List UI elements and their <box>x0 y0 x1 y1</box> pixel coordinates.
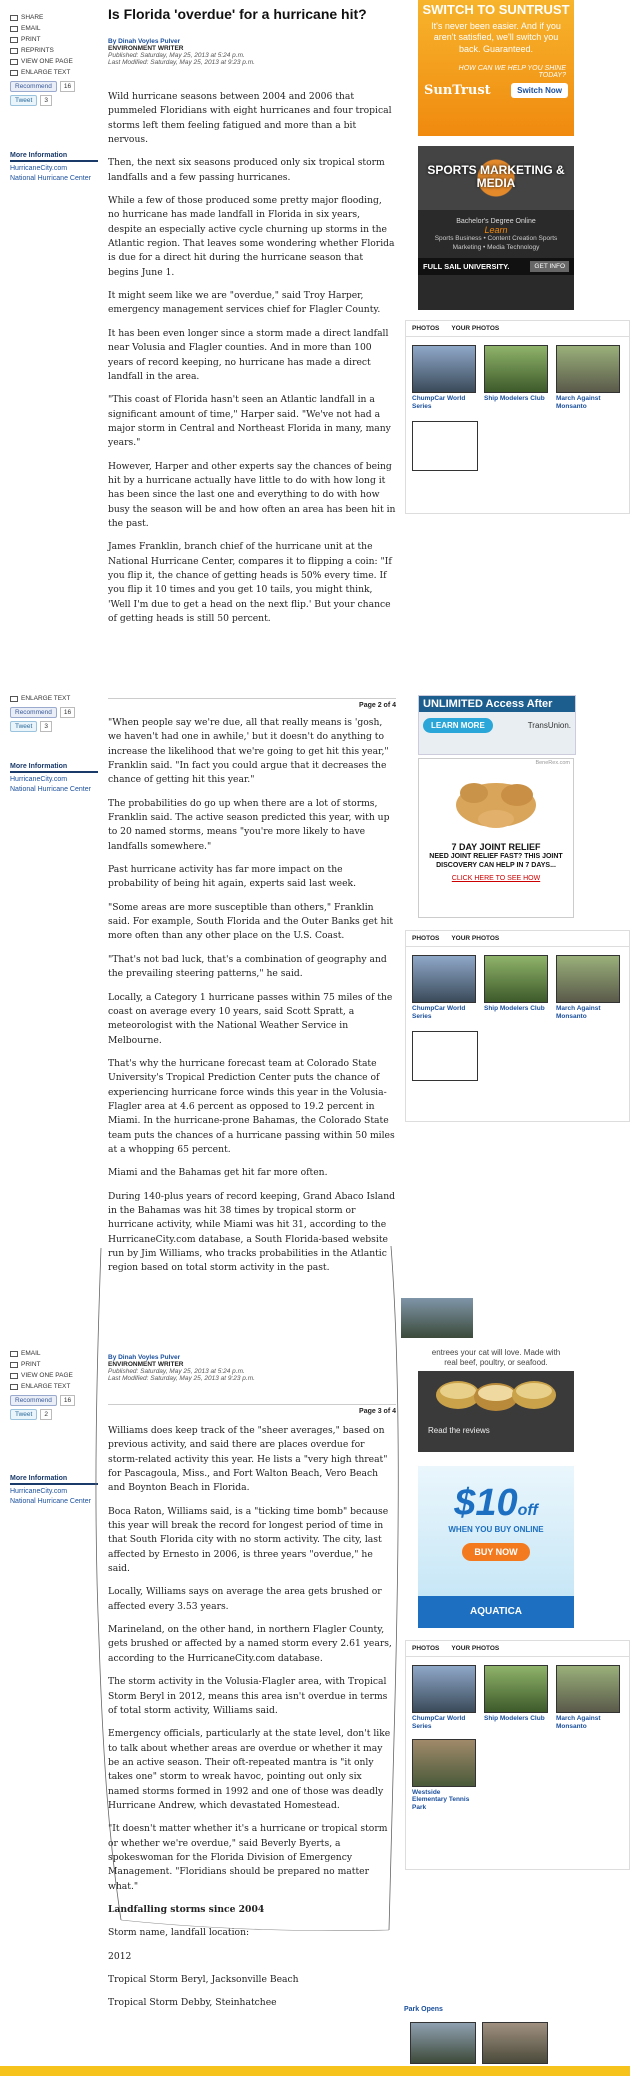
text-size-icon <box>10 696 18 702</box>
email-button[interactable]: EMAIL <box>10 23 96 34</box>
photos-widget <box>405 320 630 514</box>
article-tools-2 <box>10 693 96 732</box>
photo-thumbnail[interactable] <box>484 1665 548 1713</box>
photo-item[interactable]: March Against Monsanto <box>556 345 620 411</box>
photo-item[interactable]: Ship Modelers Club <box>484 345 548 411</box>
photos-widget-2 <box>405 930 630 1122</box>
reprints-icon <box>10 48 18 54</box>
joint-relief-ad[interactable]: BeneRex.com 7 DAY JOINT RELIEF NEED JOINT RELIEF FAST? THIS JOINT DISCOVERY CAN HELP IN 7 DAYS... CLICK HERE TO SEE HOW <box>418 758 574 918</box>
click-here-link[interactable]: CLICK HERE TO SEE HOW <box>451 874 541 882</box>
more-info-box: More Information HurricaneCity.com National Hurricane Center <box>10 152 98 182</box>
photo-thumbnail[interactable] <box>412 955 476 1003</box>
tab-photos[interactable]: PHOTOS <box>412 1645 440 1652</box>
photo-item[interactable]: ChumpCar World Series <box>412 345 476 411</box>
ginger-image <box>419 767 573 837</box>
photo-thumbnail[interactable] <box>484 345 548 393</box>
article-body-page-2: "When people say we're due, all that really means is 'gosh, we haven't had one in awhile,' but it doesn't do anything to increase the likelihood that we're going to get hit this year," Franklin said. "In fact you could argue that it decreases the chance of getting hit this year." The probabilities do go up when there are a lot of storms, Franklin said. The active season predicted this year, with up to 20 named storms, means "you're more likely to have landfalls somewhere." Past hurricane activity has far more impact on the probability of being hit again, experts said last week. "Some areas are more susceptible than others," Franklin said. For example, South Florida and the Outer Banks get hit more often than any other place on the U.S. Coast. "That's not bad luck, that's a combination of geography and the prevailing steering patterns," he said. Locally, a Category 1 hurricane passes within 75 miles of the coast on average every 10 years, said Scott Spratt, a meteorologist with the National Weather Service in Melbourne. That's why the hurricane forecast team at Colorado State University's Tropical Prediction Center puts the chance of experiencing hurricane force winds this year in the Volusia-Flagler area at 4.6 percent as opposed to 19.2 percent in Miami. In the hurricane-prone Bahamas, the Colorado State team puts the chances of a hurricane passing within 50 miles at a whopping 65 percent. Miami and the Bahamas get hit far more often. During 140-plus years of record keeping, Grand Abaco Island in the Bahamas was hit 38 times by tropical storm or hurricane activity, while Miami was hit 31, according to the HurricaneCity.com database, a South Florida-based website run by Jim Williams, who tracks probabilities in the Atlantic region based on total storm activity in the past. <box>108 717 396 1274</box>
page-icon <box>10 1373 18 1379</box>
text-size-icon <box>10 1384 18 1390</box>
enlarge-text-button[interactable]: ENLARGE TEXT <box>10 693 96 704</box>
byline: By Dinah Voyles Pulver ENVIRONMENT WRITER Published: Saturday, May 25, 2013 at 5:24 p.m. Last Modified: Saturday, May 25, 2013 at 9:23 p.m. <box>108 38 396 66</box>
print-icon <box>10 1362 18 1368</box>
tweet-widget[interactable]: Tweet 3 <box>10 721 96 732</box>
photo-item[interactable]: ChumpCar World Series <box>412 955 476 1021</box>
photo-thumbnail[interactable] <box>410 2022 476 2064</box>
cat-food-cans-image <box>418 1371 574 1417</box>
photo-thumbnail[interactable] <box>412 1739 476 1787</box>
facebook-recommend[interactable]: Recommend 16 <box>10 81 96 92</box>
author-link[interactable]: By Dinah Voyles Pulver <box>108 38 181 45</box>
enlarge-text-button[interactable]: ENLARGE TEXT <box>10 1381 96 1392</box>
park-opens-link[interactable]: Park Opens <box>404 2006 443 2013</box>
page-indicator-3: Page 3 of 4 <box>108 1404 396 1415</box>
photo-thumbnail[interactable] <box>556 345 620 393</box>
subhead: Landfalling storms since 2004 <box>108 1903 265 1915</box>
photo-item[interactable]: March Against Monsanto <box>556 1665 620 1731</box>
share-button[interactable]: SHARE <box>10 12 96 23</box>
suntrust-logo: SunTrust <box>424 82 491 98</box>
print-button[interactable]: PRINT <box>10 1359 96 1370</box>
text-size-icon <box>10 70 18 76</box>
email-icon <box>10 1351 18 1357</box>
article-body-page-1: Wild hurricane seasons between 2004 and 2006 that pummeled Floridians with eight hurricanes and four tropical storms left them feeling fatigued and more than a bit nervous. Then, the next six seasons produced only six tropical storm landfalls and a few passing hurricanes. While a few of those produced some pretty major flooding, no hurricane has made landfall in Florida in six years, despite an especially active cycle churning up storms in the Atlantic region. That leaves some wondering whether Florida is due for a direct hit during the hurricane season that begins June 1. It might seem like we are "overdue," said Troy Harper, emergency management services chief for Flagler County. It has been even longer since a storm made a direct landfall near Volusia and Flagler counties. And in more than 100 years of record keeping, no hurricane has made a direct landfall in the area. "This coast of Florida hasn't seen an Atlantic landfall in a significant amount of time," Harper said. "We've not had a major storm in Central and Northeast Florida in many, many years." However, Harper and other experts say the chances of being hit by a hurricane actually have little to do with how long it has been since the last one and everything to do with how busy the season will be and how often an area has been hit in the past. James Franklin, branch chief of the hurricane unit at the National Hurricane Center, compares it to flipping a coin: "If you flip it, the chance of getting heads is 50% every time. If you flip it 10 times and you get 10 tails, you might think, 'Well I'm due to get a head on the next flip.' But your chance of getting heads is still 50 percent. <box>108 91 396 624</box>
link-hurricanecity[interactable]: HurricaneCity.com <box>10 776 68 783</box>
article-title: Is Florida 'overdue' for a hurricane hit? <box>108 6 367 22</box>
share-icon <box>10 15 18 21</box>
tab-your-photos[interactable]: YOUR PHOTOS <box>451 1645 500 1652</box>
print-icon <box>10 37 18 43</box>
facebook-recommend[interactable]: Recommend 16 <box>10 1395 96 1406</box>
full-sail-ad[interactable]: SPORTS MARKETING & MEDIA Bachelor's Degree Online Learn Sports Business • Content Creation Sports Marketing • Media Technology FULL SAIL UNIVERSITY. GET INFO <box>418 146 574 310</box>
bottom-bar <box>0 2066 630 2076</box>
tab-photos[interactable]: PHOTOS <box>412 325 440 332</box>
link-nhc[interactable]: National Hurricane Center <box>10 175 91 182</box>
photo-thumbnail[interactable] <box>556 1665 620 1713</box>
print-button[interactable]: PRINT <box>10 34 96 45</box>
page-indicator-2: Page 2 of 4 <box>108 698 396 709</box>
link-hurricanecity[interactable]: HurricaneCity.com <box>10 1488 68 1495</box>
article-tools <box>10 12 96 106</box>
email-button[interactable]: EMAIL <box>10 1348 96 1359</box>
get-info-button[interactable]: GET INFO <box>530 261 569 272</box>
enlarge-text-button[interactable]: ENLARGE TEXT <box>10 67 96 78</box>
facebook-recommend[interactable]: Recommend 16 <box>10 707 96 718</box>
photo-thumbnail[interactable] <box>484 955 548 1003</box>
suntrust-ad[interactable]: SWITCH TO SUNTRUST It's never been easier. And if you aren't satisfied, we'll switch you back. Guaranteed. HOW CAN WE HELP YOU SHINE TODAY? SunTrust Switch Now <box>418 0 574 136</box>
article-body-page-3: Williams does keep track of the "sheer averages," based on previous activity, and said there are places overdue for storm-related activity this year. He lists a "very high threat" for Pascagoula, Miss., and Fort Walton Beach, Vero Beach and Boynton Beach in Florida. Boca Raton, Williams said, is a "ticking time bomb" because this year will break the record for longest period of time in that South Florida city with no storm activity. The city, last affected by Ernesto in 2006, is three years "overdue," he said. Locally, Williams says on average the area gets brushed or affected every 3.53 years. Marineland, on the other hand, in northern Flagler County, gets brushed or affected by a named storm every 2.61 years, according to the HurricaneCity.com database. The storm activity in the Volusia-Flagler area, with Tropical Storm Beryl in 2012, means this area isn't overdue in terms of total storm activity, Williams said. Emergency officials, particularly at the state level, don't like to talk about whether areas are overdue or whether it may be an active season. Their oft-repeated mantra is "it only takes one" storm to wreak havoc, pointing out only six named storms formed in 1992 and one of those was deadly Hurricane Andrew, which devastated Homestead. "It doesn't matter whether it's a hurricane or tropical storm or whether we're overdue," said Beverly Byerts, a spokeswoman for the Florida Division of Emergency Management. "Floridians should be prepared no matter what." Landfalling storms since 2004 Storm name, landfall location: 2012 Tropical Storm Beryl, Jacksonville Beach Tropical Storm Debby, Steinhatchee <box>108 1424 396 2020</box>
view-one-page-button[interactable]: VIEW ONE PAGE <box>10 56 96 67</box>
link-hurricanecity[interactable]: HurricaneCity.com <box>10 165 68 172</box>
buy-now-button[interactable]: BUY NOW <box>462 1543 529 1561</box>
switch-now-button[interactable]: Switch Now <box>511 83 568 98</box>
photo-thumbnail[interactable] <box>482 2022 548 2064</box>
link-nhc[interactable]: National Hurricane Center <box>10 786 91 793</box>
photo-placeholder <box>412 421 478 471</box>
tab-your-photos[interactable]: YOUR PHOTOS <box>451 935 500 942</box>
tweet-widget[interactable]: Tweet 2 <box>10 1409 96 1420</box>
photo-item[interactable]: ChumpCar World Series <box>412 1665 476 1731</box>
cat-food-ad[interactable]: entrees your cat will love. Made with real beef, poultry, or seafood. Read the reviews <box>418 1346 574 1452</box>
photo-item[interactable]: Westside Elementary Tennis Park <box>412 1739 476 1812</box>
more-info-box-3: More Information HurricaneCity.com National Hurricane Center <box>10 1475 98 1505</box>
photo-item[interactable]: Ship Modelers Club <box>484 1665 548 1731</box>
learn-more-button[interactable]: LEARN MORE <box>423 718 493 733</box>
photos-widget-3 <box>405 1640 630 1870</box>
view-one-page-button[interactable]: VIEW ONE PAGE <box>10 1370 96 1381</box>
reprints-button[interactable]: REPRINTS <box>10 45 96 56</box>
photo-item[interactable]: Ship Modelers Club <box>484 955 548 1021</box>
photo-placeholder <box>412 1031 478 1081</box>
photo-item[interactable]: March Against Monsanto <box>556 955 620 1021</box>
transunion-ad[interactable]: UNLIMITED Access After LEARN MORE TransUnion. <box>418 695 576 755</box>
photo-thumbnail[interactable] <box>556 955 620 1003</box>
byline-2: By Dinah Voyles Pulver ENVIRONMENT WRITER Published: Saturday, May 25, 2013 at 5:24 p.m. Last Modified: Saturday, May 25, 2013 at 9:23 p.m. <box>108 1354 396 1382</box>
email-icon <box>10 26 18 32</box>
photo-thumbnail[interactable] <box>412 1665 476 1713</box>
page-icon <box>10 59 18 65</box>
photo-thumbnail[interactable] <box>412 345 476 393</box>
tab-photos[interactable]: PHOTOS <box>412 935 440 942</box>
author-link[interactable]: By Dinah Voyles Pulver <box>108 1354 181 1361</box>
link-nhc[interactable]: National Hurricane Center <box>10 1498 91 1505</box>
photo-thumbnail[interactable] <box>401 1298 473 1338</box>
tab-your-photos[interactable]: YOUR PHOTOS <box>451 325 500 332</box>
article-tools-3 <box>10 1348 96 1420</box>
tweet-widget[interactable]: Tweet 3 <box>10 95 96 106</box>
aquatica-ad[interactable]: $10off WHEN YOU BUY ONLINE BUY NOW AQUATICA <box>418 1466 574 1628</box>
more-info-box-2: More Information HurricaneCity.com National Hurricane Center <box>10 763 98 793</box>
read-reviews-link[interactable]: Read the reviews <box>428 1425 490 1435</box>
aquatica-logo: AQUATICA <box>418 1596 574 1628</box>
